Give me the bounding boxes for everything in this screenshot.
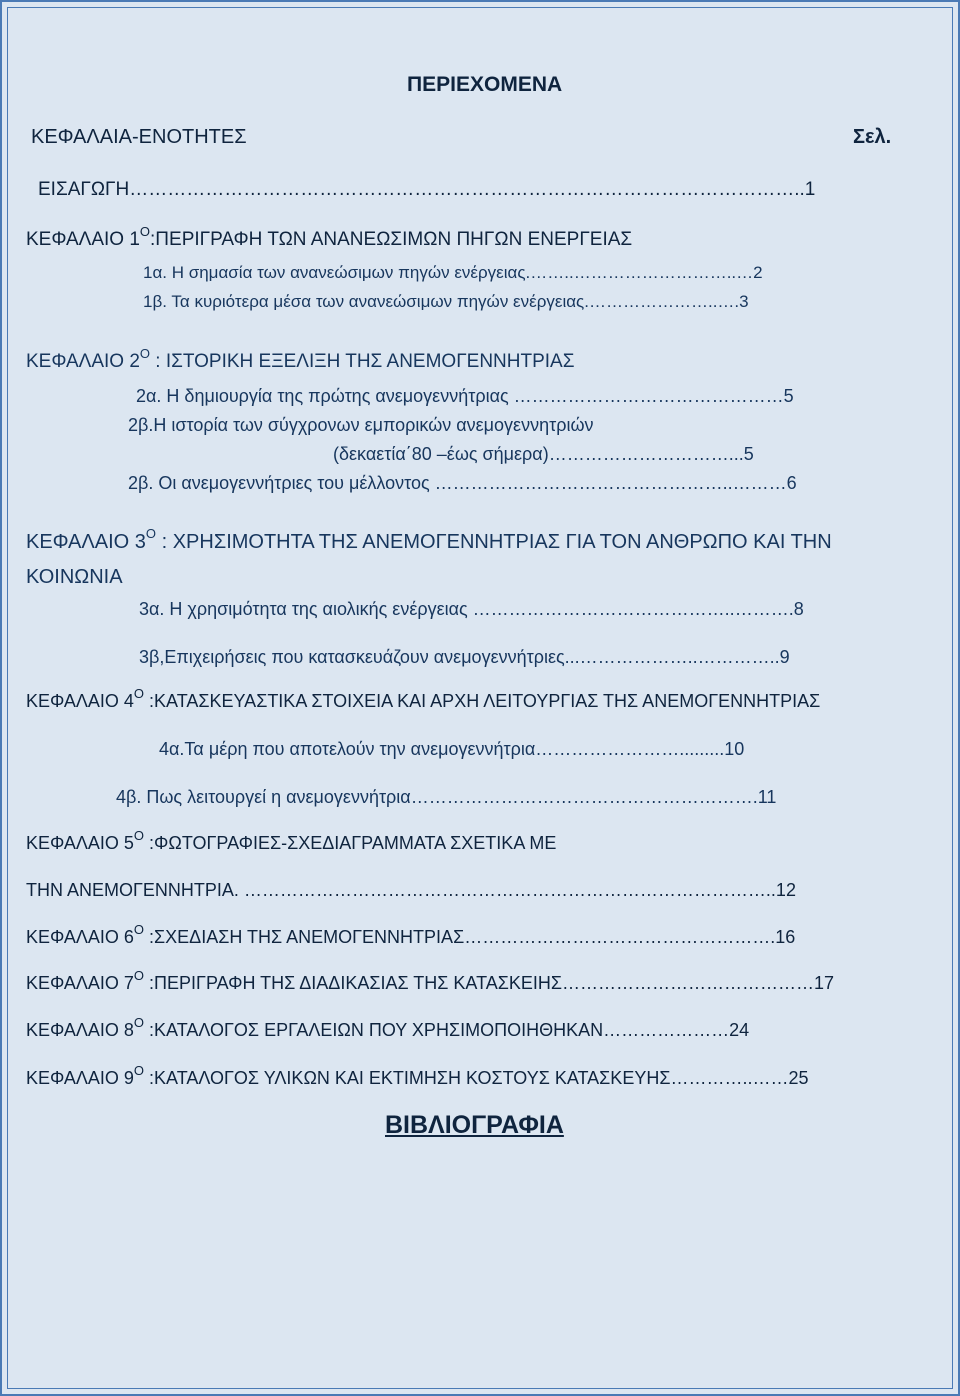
chapter-label: ΚΕΦΑΛΑΙΟ 5 <box>26 833 134 853</box>
chapter-label: ΚΕΦΑΛΑΙΟ 2 <box>26 351 140 372</box>
chapter-label: ΚΕΦΑΛΑΙΟ 8 <box>26 1020 134 1040</box>
toc-chapter-3-cont: ΚΟΙΝΩΝΙΑ <box>26 566 123 588</box>
toc-section-1a: 1α. Η σημασία των ανανεώσιμων πηγών ενέργειας.……..………………………..…2 <box>143 263 763 282</box>
chapter-title: :ΚΑΤΑΣΚΕΥΑΣΤΙΚΑ ΣΤΟΙΧΕΙΑ ΚΑΙ ΑΡΧΗ ΛΕΙΤΟΥΡΓΙΑΣ ΤΗΣ ΑΝΕΜΟΓΕΝΝΗΤΡΙΑΣ <box>144 691 821 711</box>
chapter-label: ΚΕΦΑΛΑΙΟ 4 <box>26 691 134 711</box>
chapter-superscript: Ο <box>133 968 145 983</box>
chapter-label: ΚΕΦΑΛΑΙΟ 1 <box>26 229 140 250</box>
toc-section-2b-future: 2β. Οι ανεμογεννήτριες του μέλλοντος …………………………………………..………6 <box>128 473 797 493</box>
chapter-title: :ΣΧΕΔΙΑΣΗ ΤΗΣ ΑΝΕΜΟΓΕΝΝΗΤΡΙΑΣ…………………………………………….16 <box>144 927 796 947</box>
chapter-title: :ΠΕΡΙΓΡΑΦΗ ΤΗΣ ΔΙΑΔΙΚΑΣΙΑΣ ΤΗΣ ΚΑΤΑΣΚΕΙΗΣ……………………………………17 <box>144 973 835 993</box>
chapter-title: : ΧΡΗΣΙΜΟΤΗΤΑ ΤΗΣ ΑΝΕΜΟΓΕΝΝΗΤΡΙΑΣ ΓΙΑ ΤΟΝ ΑΝΘΡΩΠΟ ΚΑΙ ΤΗΝ <box>156 531 832 553</box>
toc-section-4a: 4α.Τα μέρη που αποτελούν την ανεμογεννήτρια…………………….........10 <box>159 739 745 759</box>
toc-chapter-4 <box>26 686 821 713</box>
chapter-title: :ΚΑΤΑΛΟΓΟΣ ΥΛΙΚΩΝ ΚΑΙ ΕΚΤΙΜΗΣΗ ΚΟΣΤΟΥΣ ΚΑΤΑΣΚΕΥΗΣ…………..……25 <box>144 1068 809 1088</box>
chapter-label: ΚΕΦΑΛΑΙΟ 7 <box>26 973 134 993</box>
toc-chapter-3 <box>26 526 832 554</box>
toc-chapter-6 <box>26 922 796 949</box>
toc-chapter-2 <box>26 345 575 374</box>
chapter-title: :ΠΕΡΙΓΡΑΦΗ ΤΩΝ ΑΝΑΝΕΩΣΙΜΩΝ ΠΗΓΩΝ ΕΝΕΡΓΕΙΑΣ <box>150 229 633 250</box>
page-title: ΠΕΡΙΕΧΟΜΕΝΑ <box>407 73 563 96</box>
chapter-title: :ΚΑΤΑΛΟΓΟΣ ΕΡΓΑΛΕΙΩΝ ΠΟΥ ΧΡΗΣΙΜΟΠΟΙΗΘΗΚΑΝ…………………24 <box>144 1020 750 1040</box>
chapter-superscript: Ο <box>139 223 151 239</box>
toc-section-2b-modern-cont: (δεκαετία΄80 –έως σήμερα)…………………………...5 <box>333 444 754 464</box>
toc-section-4b: 4β. Πως λειτουργεί η ανεμογεννήτρια………………………………………………….11 <box>116 787 777 807</box>
chapter-title: : ΙΣΤΟΡΙΚΗ ΕΞΕΛΙΞΗ ΤΗΣ ΑΝΕΜΟΓΕΝΝΗΤΡΙΑΣ <box>150 351 575 372</box>
chapter-superscript: Ο <box>133 1015 145 1030</box>
chapter-superscript: Ο <box>133 922 145 937</box>
toc-chapter-5-cont: ΤΗΝ ΑΝΕΜΟΓΕΝΝΗΤΡΙΑ. ……………………………………………………………………………..12 <box>26 880 796 900</box>
toc-chapter-1 <box>26 223 633 252</box>
bibliography-heading: ΒΙΒΛΙΟΓΡΑΦΙΑ <box>385 1111 564 1139</box>
chapter-superscript: Ο <box>145 526 157 542</box>
toc-chapter-5 <box>26 828 557 855</box>
toc-chapter-8 <box>26 1015 750 1042</box>
column-header-chapters: ΚΕΦΑΛΑΙΑ-ΕΝΟΤΗΤΕΣ <box>31 126 247 148</box>
chapter-title: :ΦΩΤΟΓΡΑΦΙΕΣ-ΣΧΕΔΙΑΓΡΑΜΜΑΤΑ ΣΧΕΤΙΚΑ ΜΕ <box>144 833 557 853</box>
chapter-superscript: Ο <box>133 686 145 701</box>
toc-section-3b: 3β,Επιχειρήσεις που κατασκευάζουν ανεμογεννήτριες...………………..…………..9 <box>139 647 790 667</box>
column-header-page: Σελ. <box>853 126 892 148</box>
chapter-label: ΚΕΦΑΛΑΙΟ 3 <box>26 531 146 553</box>
chapter-label: ΚΕΦΑΛΑΙΟ 9 <box>26 1068 134 1088</box>
toc-section-1b: 1β. Τα κυριότερα μέσα των ανανεώσιμων πηγών ενέργειας.…………………..….3 <box>143 292 749 311</box>
chapter-superscript: Ο <box>139 345 151 361</box>
toc-section-2a: 2α. Η δημιουργία της πρώτης ανεμογεννήτριας ………………………………………5 <box>136 386 794 406</box>
chapter-label: ΚΕΦΑΛΑΙΟ 6 <box>26 927 134 947</box>
toc-chapter-7 <box>26 968 835 995</box>
toc-section-2b-modern: 2β.Η ιστορία των σύγχρονων εμπορικών ανεμογεννητριών <box>128 415 594 435</box>
chapter-superscript: Ο <box>133 828 145 843</box>
toc-entry-introduction: ΕΙΣΑΓΩΓΗ……………………………………………………………………………………………..1 <box>38 179 816 200</box>
toc-section-3a: 3α. Η χρησιμότητα της αιολικής ενέργειας ……………………………………..……….8 <box>139 599 804 619</box>
toc-chapter-9 <box>26 1063 809 1090</box>
chapter-superscript: Ο <box>133 1063 145 1078</box>
